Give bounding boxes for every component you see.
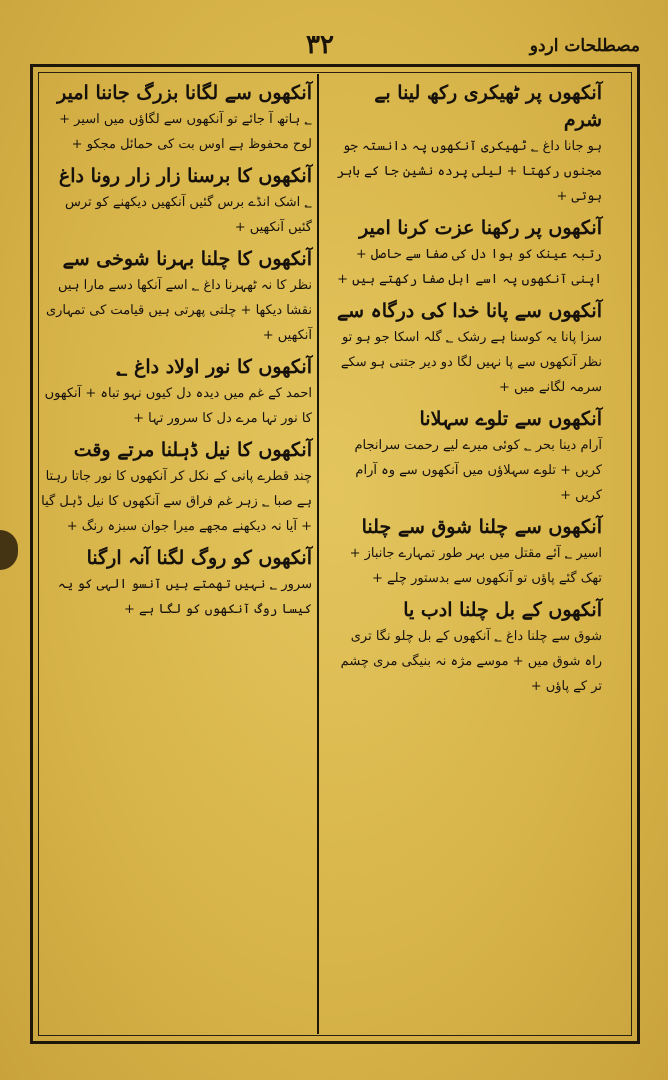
running-header-title: مصطلحات اردو [529, 36, 640, 56]
entry-heading: آنکھوں پر رکھنا عزت کرنا امیر [359, 217, 602, 239]
left-column [40, 80, 312, 628]
entry-body: سرور ؂ نہیں تھمتے ہیں آنسو الہی کو یہ کیسا روگ آنکھوں کو لگا ہے + [57, 577, 312, 617]
entry-body: چند قطرے پانی کے نکل کر آنکھوں کا نور جاتا رہتا ہے صبا ؂ زہر غم فراق سے آنکھوں کا نیل ڈہل گیا + آیا نہ دیکھنے مجھے میرا جوان سبزہ رنگ + [41, 469, 312, 534]
entry [40, 545, 312, 622]
entry-heading: آنکھوں کا برسنا زار زار رونا داغ [58, 165, 312, 187]
entry-heading: آنکھوں کے بل چلنا ادب یا [403, 599, 602, 621]
entry-heading: آنکھوں سے تلوے سہلانا [419, 408, 602, 430]
entry-body: ؂ ہاتھ آ جائے تو آنکھوں سے لگاؤں میں اسیر + لوح محفوظ ہے اوس بت کی حمائل مجکو + [59, 112, 312, 152]
entry-heading: آنکھوں سے پانا خدا کی درگاہ سے [336, 300, 602, 322]
column-divider [317, 74, 319, 1034]
entry-heading: آنکھوں کا نور اولاد داغ ؂ [116, 356, 312, 378]
entry-heading: آنکھوں پر ٹھیکری رکھ لینا بے شرم [374, 82, 602, 131]
page-number: ٣٢ [306, 30, 334, 60]
entry [40, 437, 312, 539]
entry-body: احمد کے غم میں دیدہ دل کیوں نہو تباہ + آنکھوں کا نور تہا مرے دل کا سرور تہا + [44, 386, 312, 426]
entry [330, 514, 602, 591]
entry-body: ہو جانا داغ ؂ ٹھیکری آنکھوں پہ دانستہ جو مجنوں رکھتا + لیلی پردہ نشین جا کے باہر ہوتی + [337, 139, 602, 204]
entry [330, 215, 602, 292]
entry [40, 80, 312, 157]
entry-body: ؂ اشک انڈے برس گئیں آنکھیں دیکھنے کو ترس گئیں آنکھیں + [65, 195, 312, 235]
entry-body: نظر کا نہ ٹھہرنا داغ ؂ اسے آنکھا دسے مارا ہیں نقشا دیکھا + چلتی پھرتی ہیں قیامت کی تمہاری آنکھیں + [45, 278, 312, 343]
entry [40, 354, 312, 431]
page-edge-mark [0, 530, 18, 570]
entry [40, 163, 312, 240]
entry-body: شوق سے چلنا داغ ؂ آنکھوں کے بل چلو نگا تری راہ شوق میں + موسے مژہ نہ بنیگی مری چشم تر کے پاؤں + [340, 629, 602, 694]
entry [330, 298, 602, 400]
entry-heading: آنکھوں کا چلنا بہرنا شوخی سے [62, 248, 312, 270]
entry-body: سزا پانا یہ کوسنا ہے رشک ؂ گلہ اسکا جو ہو تو نظر آنکھوں سے پا نہیں لگا دو دیر جتنی ہو سکے سرمہ لگانے میں + [340, 330, 602, 395]
entry-heading: آنکھوں کا نیل ڈہلنا مرتے وقت [73, 439, 312, 461]
entry-heading: آنکھوں سے چلنا شوق سے چلنا [361, 516, 602, 538]
entry [330, 80, 602, 209]
entry-body: آرام دینا بحر ؂ کوئی میرے لیے رحمت سرانجام کریں + تلوے سہلاؤں میں آنکھوں سے وہ آرام کریں + [354, 438, 602, 503]
entry-body: اسیر ؂ آئے مقتل میں بہر طور تمہارے جانباز + تھک گئے پاؤں تو آنکھوں سے بدستور چلے + [349, 546, 602, 586]
entry-heading: آنکھوں کو روگ لگنا آنہ ارگنا [86, 547, 312, 569]
entry [330, 406, 602, 508]
right-column [330, 80, 602, 705]
entry [330, 597, 602, 699]
entry-heading: آنکھوں سے لگانا بزرگ جاننا امیر [57, 82, 312, 104]
entry-body: رتبہ عینک کو ہوا دل کی صفا سے حاصل + اپنی آنکھوں پہ اسے اہل صفا رکھتے ہیں + [337, 247, 602, 287]
entry [40, 246, 312, 348]
